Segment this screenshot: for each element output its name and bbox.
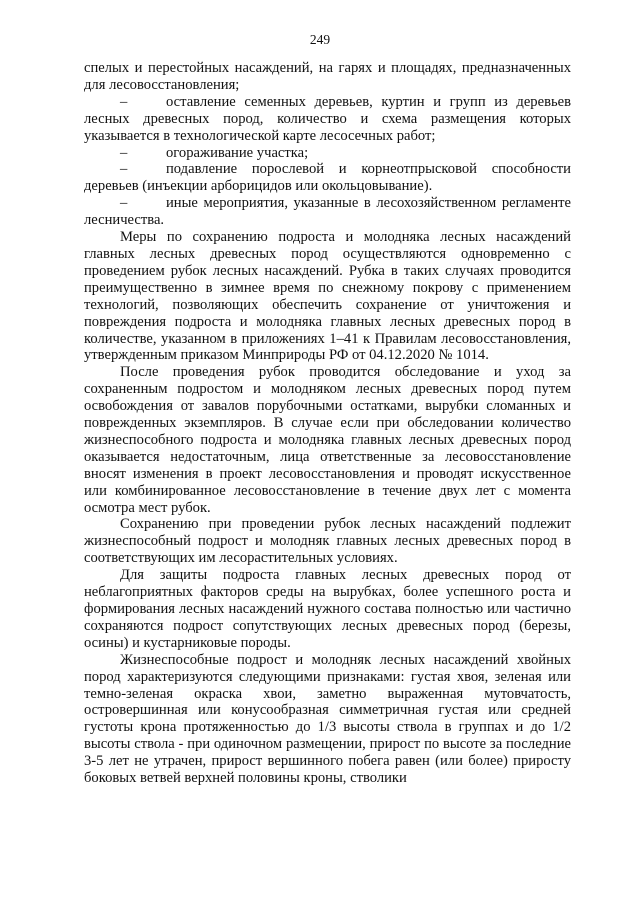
list-item-text: огораживание участка; (166, 144, 309, 161)
paragraph-continuation (84, 60, 571, 94)
list-item-other-measures (84, 195, 571, 229)
dash-marker: – (120, 144, 128, 161)
list-item-suppression (84, 161, 571, 195)
paragraph-protection: Для защиты подроста главных лесных древесных пород от неблагоприятных факторов среды на вырубках, более успешного роста и формирования лесных насаждений нужного состава полностью или частично сохраняются подрост сопутствующих лесных древесных пород (березы, осины) и кустарниковые породы. (84, 567, 571, 651)
paragraph-coniferous-characteristics: Жизнеспособные подрост и молодняк лесных насаждений хвойных пород характеризуются следующими признаками: густая хвоя, зеленая или темно-зеленая окраска хвои, заметно выраженная мутовчатость, островершинная или конусообразная симметричная густая или средней густоты крона протяженностью до 1/3 высоты ствола в группах и до 1/2 высоты ствола - при одиночном размещении, прирост по высоте за последние 3-5 лет не утрачен, прирост вершинного побега равен (или более) приросту боковых ветвей верхней половины кроны, стволики (84, 651, 571, 787)
document-body (84, 60, 571, 787)
paragraph-viable-undergrowth: Сохранению при проведении рубок лесных насаждений подлежит жизнеспособный подрост и молодняк главных лесных древесных пород в соответствующих им лесорастительных условиях. (84, 516, 571, 567)
dash-marker: – (120, 161, 128, 178)
paragraph-post-felling-survey: После проведения рубок проводится обследование и уход за сохраненным подростом и молодняком лесных древесных пород путем освобождения от завалов порубочными остатками, вырубки сломанных и поврежденных экземпляров. В случае если при обследовании количество жизнеспособного подроста и молодняка главных лесных древесных пород оказывается недостаточным, лица ответственные за лесовосстановление вносят изменения в проект лесовосстановления и проводят искусственное или комбинированное лесовосстановление в течение двух лет с момента осмотра мест рубок. (84, 364, 571, 516)
list-item-text: подавление порослевой и корнеотпрысковой способности деревьев (инъекции арборицидов или окольцовывание). (84, 161, 571, 195)
dash-marker: – (120, 93, 128, 110)
paragraph-text: спелых и перестойных насаждений, на гарях и площадях, предназначенных для лесовосстановления; (84, 60, 571, 93)
dash-marker: – (120, 195, 128, 212)
page-number: 249 (309, 32, 331, 47)
list-item-fencing (84, 145, 571, 162)
paragraph-preservation-measures: Меры по сохранению подроста и молодняка лесных насаждений главных лесных древесных пород осуществляются одновременно с проведением рубок лесных насаждений. Рубка в таких случаях проводится преимущественно в зимнее время по снежному покрову с применением технологий, позволяющих обеспечить сохранение от уничтожения и повреждения подроста и молодняка главных лесных древесных пород в количестве, указанном в приложениях 1–41 к Правилам лесовосстановления, утвержденным приказом Минприроды РФ от 04.12.2020 № 1014. (84, 229, 571, 364)
list-item-seed-trees (84, 94, 571, 145)
list-item-text: оставление семенных деревьев, куртин и групп из деревьев лесных древесных пород, количество и схема размещения которых указывается в технологической карте лесосечных работ; (84, 93, 571, 144)
list-item-text: иные мероприятия, указанные в лесохозяйственном регламенте лесничества. (84, 195, 571, 229)
